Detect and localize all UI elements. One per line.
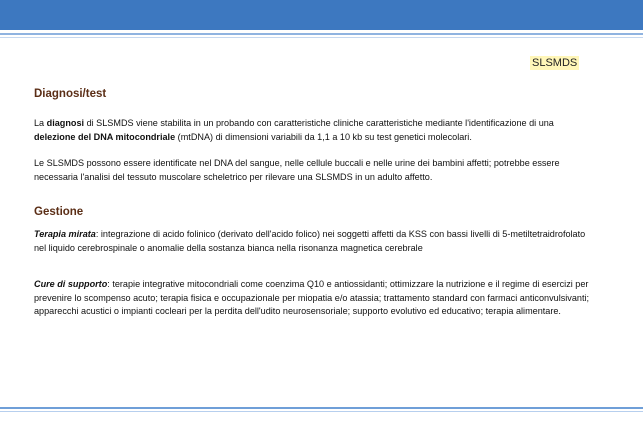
header-rule <box>0 33 643 35</box>
management-paragraph-supportive: Cure di supporto: terapie integrative mitocondriali come coenzima Q10 e antiossidanti; ottimizzare la nutrizione e il regime di esercizi per prevenire lo scompenso acuto; terapia fisica e occupazionale per miopatia e/o atassia; trattamento standard con farmaci anticonvulsivanti; apparecchi acustici o impianti cocleari per la perdita dell'udito neurosensoriale; supporto evolutivo ed educativo; terapia alimentare. <box>34 279 590 317</box>
diagnosis-paragraph-2: Le SLSMDS possono essere identificate nel DNA del sangue, nelle cellule buccali e nelle urine dei bambini affetti; potrebbe essere necessaria l'analisi del tessuto muscolare scheletrico per rilevare una SLSMDS in un adulto affetto. <box>34 158 560 182</box>
diagnosis-paragraph-1: La diagnosi di SLSMDS viene stabilita in un probando con caratteristiche cliniche caratteristiche mediante l'identificazione di una delezione del DNA mitocondriale (mtDNA) di dimensioni variabili da 1,1 a 10 kb su test genetici molecolari. <box>34 118 554 142</box>
header-bar <box>0 0 643 30</box>
code-badge: SLSMDS <box>532 57 578 69</box>
management-heading: Gestione <box>34 206 84 218</box>
diagnosis-heading: Diagnosi/test <box>34 88 107 100</box>
footer-rule <box>0 407 643 409</box>
footer-rule-thin <box>0 411 643 412</box>
management-paragraph-targeted: Terapia mirata: integrazione di acido folinico (derivato dell'acido folico) nei soggetti affetti da KSS con bassi livelli di 5-metiltetraidrofolato nel liquido cerebrospinale o anomalie della sostanza bianca nella risonanza magnetica cerebrale <box>34 229 586 253</box>
header-rule-thin <box>0 37 643 38</box>
